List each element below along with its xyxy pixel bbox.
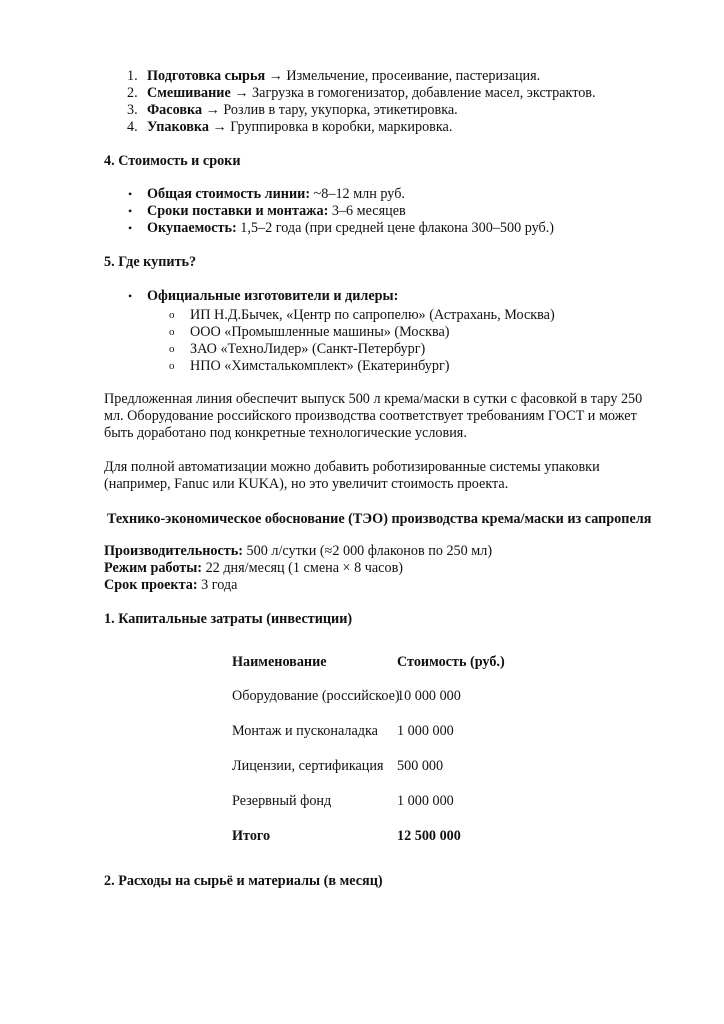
- table-cell: 1 000 000: [397, 723, 454, 739]
- table-cell: 500 000: [397, 758, 444, 774]
- param-value: 3 года: [197, 577, 238, 593]
- bullet-icon: •: [128, 187, 133, 201]
- dealer-text: ООО «Промышленные машины» (Москва): [190, 324, 450, 340]
- param-line: [104, 577, 237, 594]
- param-label: Режим работы:: [104, 560, 203, 576]
- circle-bullet-icon: o: [169, 343, 175, 355]
- table-cell: 1 000 000: [397, 793, 454, 809]
- item-text: 1,5–2 года (при средней цене флакона 300–500 руб.): [236, 220, 555, 236]
- item-number: 1.: [127, 68, 138, 84]
- table-cell: Лицензии, сертификация: [232, 758, 384, 774]
- table-cell: 12 500 000: [397, 828, 461, 844]
- section-heading: 5. Где купить?: [104, 254, 197, 270]
- param-line: [104, 560, 403, 577]
- bullet-icon: •: [128, 204, 133, 218]
- table-cell: Монтаж и пусконаладка: [232, 723, 378, 739]
- item-label: Общая стоимость линии:: [147, 186, 311, 202]
- section-heading: 2. Расходы на сырьё и материалы (в месяц): [104, 873, 383, 889]
- section-heading: 1. Капитальные затраты (инвестиции): [104, 611, 353, 627]
- paragraph-line: быть доработано под конкретные технологические условия.: [104, 425, 467, 441]
- item-text: 3–6 месяцев: [328, 203, 406, 219]
- item-text: → Группировка в коробки, маркировка.: [208, 119, 453, 135]
- item-number: 4.: [127, 119, 138, 135]
- item-label: Официальные изготовители и дилеры:: [147, 288, 399, 304]
- column-header: Стоимость (руб.): [397, 654, 505, 670]
- circle-bullet-icon: o: [169, 309, 175, 321]
- dealer-text: ИП Н.Д.Бычек, «Центр по сапропелю» (Астрахань, Москва): [190, 307, 555, 323]
- item-number: 3.: [127, 102, 138, 118]
- param-line: [104, 543, 492, 560]
- circle-bullet-icon: o: [169, 360, 175, 372]
- table-cell: Итого: [232, 828, 271, 844]
- item-title: Подготовка сырья: [147, 68, 266, 84]
- bullet-icon: •: [128, 289, 133, 303]
- paragraph-line: Предложенная линия обеспечит выпуск 500 л крема/маски в сутки с фасовкой в тару 250: [104, 391, 643, 407]
- table-cell: Оборудование (российское): [232, 688, 400, 704]
- param-label: Производительность:: [104, 543, 243, 559]
- item-text: → Измельчение, просеивание, пастеризация.: [265, 68, 541, 84]
- item-label: Сроки поставки и монтажа:: [147, 203, 329, 219]
- paragraph-line: Для полной автоматизации можно добавить роботизированные системы упаковки: [104, 459, 600, 475]
- item-label: Окупаемость:: [147, 220, 237, 236]
- item-title: Смешивание: [147, 85, 231, 101]
- table-cell: Резервный фонд: [232, 793, 332, 809]
- circle-bullet-icon: o: [169, 326, 175, 338]
- item-text: → Розлив в тару, укупорка, этикетировка.: [202, 102, 458, 118]
- param-value: 22 дня/месяц (1 смена × 8 часов): [202, 560, 403, 576]
- bullet-icon: •: [128, 221, 133, 235]
- item-title: Фасовка: [147, 102, 203, 118]
- section-heading: 4. Стоимость и сроки: [104, 153, 241, 169]
- paragraph-line: (например, Fanuc или KUKA), но это увеличит стоимость проекта.: [104, 476, 509, 492]
- item-text: ~8–12 млн руб.: [310, 186, 405, 202]
- param-label: Срок проекта:: [104, 577, 198, 593]
- item-text: → Загрузка в гомогенизатор, добавление масел, экстрактов.: [230, 85, 596, 101]
- param-value: 500 л/сутки (≈2 000 флаконов по 250 мл): [243, 543, 493, 559]
- dealer-text: НПО «Химсталькомплект» (Екатеринбург): [190, 358, 450, 374]
- paragraph-line: мл. Оборудование российского производства соответствует требованиям ГОСТ и может: [104, 408, 637, 424]
- table-cell: 10 000 000: [397, 688, 461, 704]
- dealer-text: ЗАО «ТехноЛидер» (Санкт-Петербург): [190, 341, 426, 357]
- item-title: Упаковка: [147, 119, 209, 135]
- document-title: Технико-экономическое обоснование (ТЭО) производства крема/маски из сапропеля: [107, 511, 652, 527]
- column-header: Наименование: [232, 654, 327, 670]
- item-number: 2.: [127, 85, 138, 101]
